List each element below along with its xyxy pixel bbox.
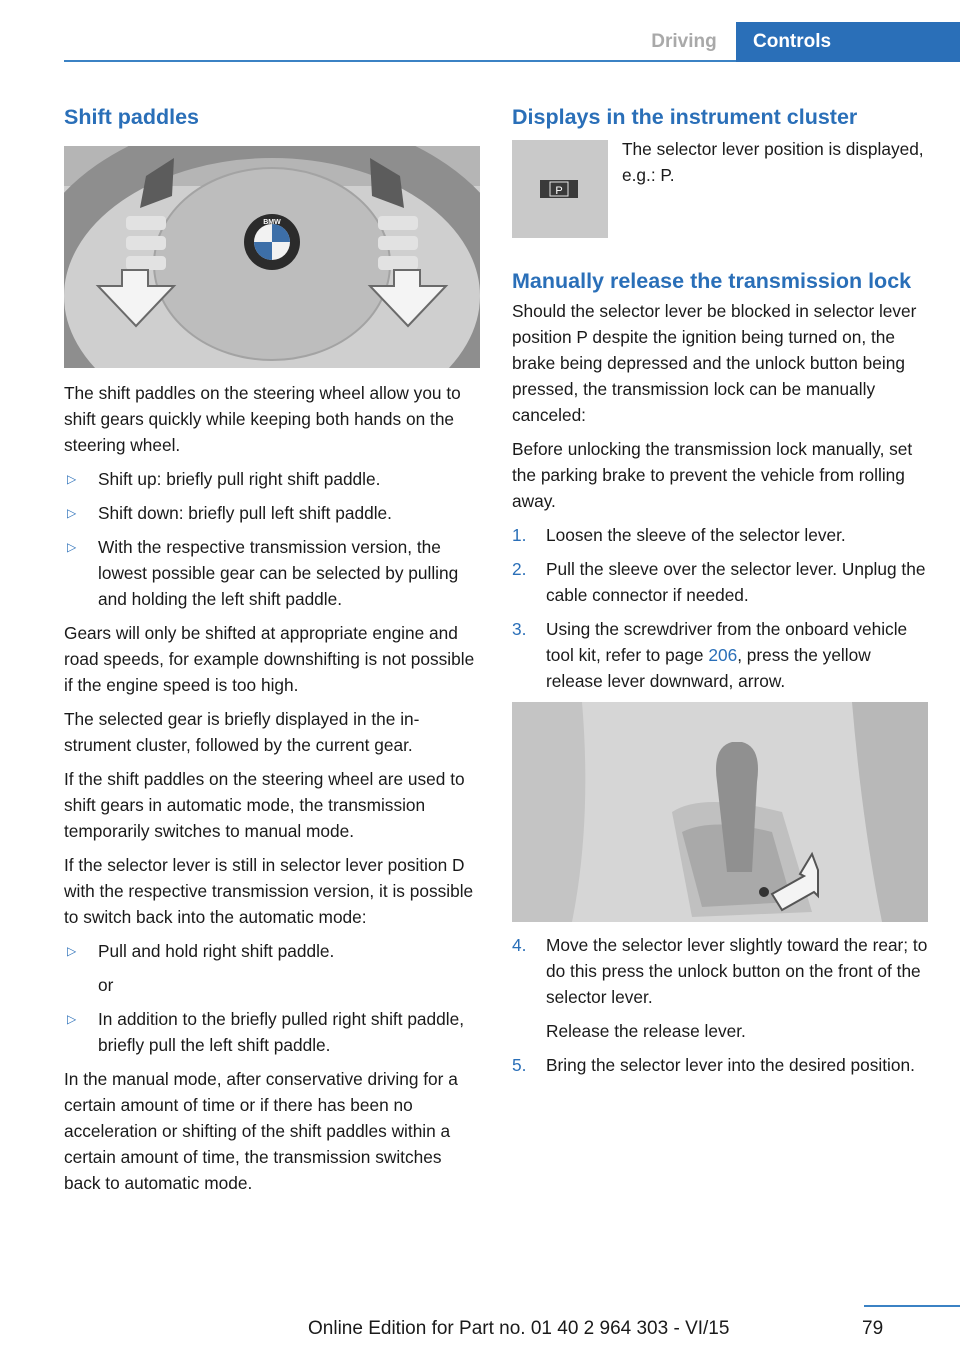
list-item: 3. Using the screwdriver from the onboard vehicle tool kit, refer to page 206, press the yellow release lever downward, arrow. [512,619,908,691]
cluster-display-block [512,136,928,244]
page-link[interactable]: 206 [708,645,738,665]
right-control-button [378,236,418,250]
svg-text:P: P [555,185,563,197]
right-control-button [378,216,418,230]
tab-controls[interactable]: Controls [736,22,960,62]
edition-footer: Online Edition for Part no. 01 40 2 964 303 - VI/15 [308,1318,730,1339]
left-column [64,100,480,1204]
list-item: ▷ With the respective transmission version, the lowest possible gear can be selected by pulling and holding the left shift paddle. [64,534,480,612]
switch-back-bullets [64,938,480,1058]
gear-display-paragraph: The selected gear is briefly displayed in the instrument cluster, followed by the current gear. [64,709,420,755]
shift-paddles-intro: The shift paddles on the steering wheel allow you to shift gears quickly while keeping both hands on the steering wheel. [64,383,461,455]
page-number: 79 [862,1318,884,1339]
triangle-bullet-icon: ▷ [67,1012,77,1026]
unlock-steps-1-3 [512,522,928,694]
gear-shift-paragraph: Gears will only be shifted at appropriate engine and road speeds, for example downshifting is not possible if the engine speed is too high. [64,623,475,695]
list-item: ▷ In addition to the briefly pulled right shift paddle, briefly pull the left shift paddle. [64,1006,480,1058]
list-item: 5. Bring the selector lever into the desired position. [512,1055,915,1075]
bmw-logo [244,214,300,270]
list-item: ▷ Shift up: briefly pull right shift paddle. [64,466,480,492]
parking-brake-paragraph: Before unlocking the transmission lock manually, set the parking brake to prevent the vehicle from rolling away. [512,439,913,511]
triangle-bullet-icon: ▷ [67,540,77,554]
list-item: 4. Move the selector lever slightly toward the rear; to do this press the unlock button on the front of the selector lever. Release the release lever. [512,935,928,1041]
cluster-display-text: The selector lever position is displayed, e.g.: P. [622,139,924,185]
right-control-button [378,256,418,270]
list-item: 1. Loosen the sleeve of the selector lever. [512,525,846,545]
steering-wheel-figure [64,146,480,368]
tab-driving[interactable]: Driving [651,31,717,52]
list-item: ▷ Pull and hold right shift paddle. or [64,938,480,998]
selector-lever-figure [512,702,928,922]
instrument-cluster-heading: Displays in the instrument cluster [512,105,858,129]
left-control-button [126,216,166,230]
unlock-steps-4-5 [512,932,928,1078]
triangle-bullet-icon: ▷ [67,472,77,486]
triangle-bullet-icon: ▷ [67,506,77,520]
shift-paddles-heading: Shift paddles [64,105,199,129]
cluster-display-figure [512,140,608,238]
manual-mode-paragraph: In the manual mode, after conservative driving for a certain amount of time or if there has been no acceleration or shifting of the shift paddles within a certain amount of time, the transmission switches back to automatic mode. [64,1069,458,1193]
triangle-bullet-icon: ▷ [67,944,77,958]
switch-back-paragraph: If the selector lever is still in selector lever position D with the respective transmission version, it is possible to switch back into the automatic mode: [64,855,474,927]
transmission-lock-intro: Should the selector lever be blocked in selector lever position P despite the ignition being turned on, the brake being depressed and the unlock button being pressed, the transmission lock can be manually canceled: [512,301,917,425]
list-item: ▷ Shift down: briefly pull left shift paddle. [64,500,480,526]
shift-paddles-bullets [64,466,480,612]
footer-rule [864,1305,960,1307]
svg-text:BMW: BMW [263,219,281,226]
list-item: 2. Pull the sleeve over the selector lever. Unplug the cable connector if needed. [512,559,926,605]
left-control-button [126,236,166,250]
transmission-lock-heading: Manually release the transmission lock [512,269,912,293]
left-control-button [126,256,166,270]
right-column [512,100,928,1086]
automatic-mode-paragraph: If the shift paddles on the steering wheel are used to shift gears in automatic mode, the transmission temporarily switches to manual mode. [64,769,465,841]
